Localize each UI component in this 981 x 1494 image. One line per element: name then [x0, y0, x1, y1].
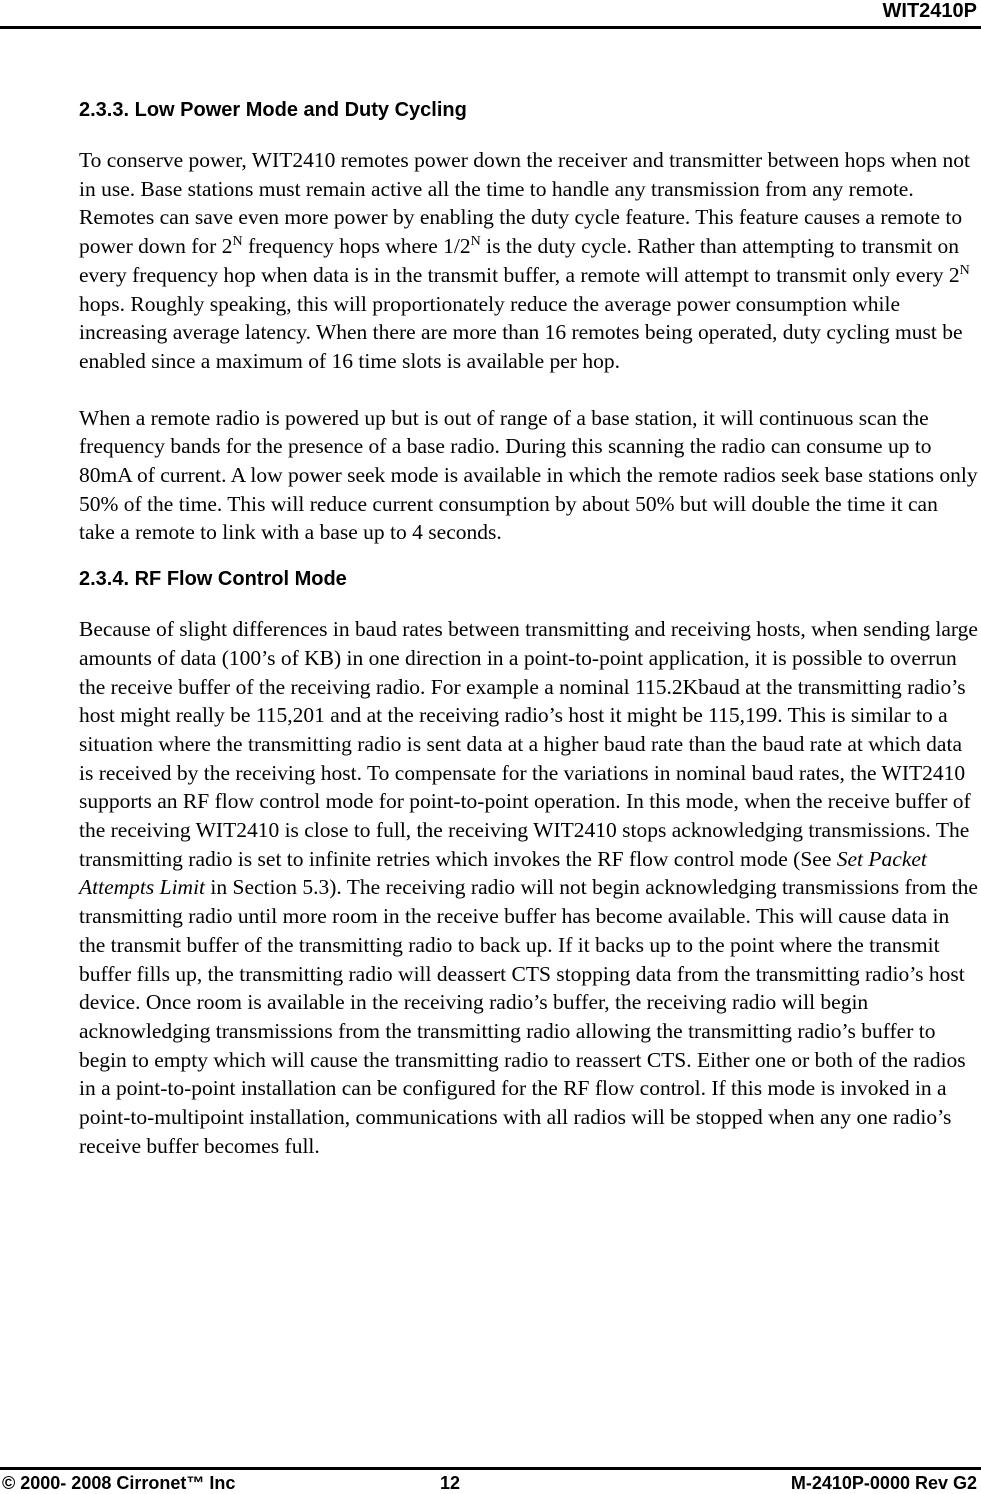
text-span: frequency hops where 1/2 [242, 234, 471, 259]
footer-rule [0, 1467, 981, 1470]
text-span: Because of slight differences in baud rates between transmitting and receiving hosts, when sending large amounts of data (100’s of KB) in one direction in a point-to-point application, it is possible to overrun the receive buffer of the receiving radio. For example a nominal 115.2Kbaud at the transmitting radio’s host might really be 115,201 and at the receiving radio’s host it might be 115,199. This is similar to a situation where the transmitting radio is sent data at a higher baud rate than the baud rate at which data is received by the receiving host. To compensate for the variations in nominal baud rates, the WIT2410 supports an RF flow control mode for point-to-point operation. In this mode, when the receive buffer of the receiving WIT2410 is close to full, the receiving WIT2410 stops acknowledging transmissions. The transmitting radio is set to infinite retries which invokes the RF flow control mode (See [79, 617, 978, 871]
header-title: WIT2410P [882, 0, 977, 22]
italic-reference: Set Packet Attempts Limit [79, 846, 927, 900]
paragraph-rf-flow-control [79, 615, 978, 1160]
superscript: N [232, 234, 243, 250]
footer-copyright: © 2000- 2008 Cirronet™ Inc [2, 1473, 236, 1493]
section-heading-low-power: 2.3.3. Low Power Mode and Duty Cycling [79, 99, 467, 121]
paragraph-duty-cycle [79, 146, 978, 376]
superscript: N [470, 234, 481, 250]
text-span: hops. Roughly speaking, this will proportionately reduce the average power consumption while increasing average latency. When there are more than 16 remotes being operated, duty cycling must be enabled since a maximum of 16 time slots is available per hop. [79, 291, 963, 373]
text-span: in Section 5.3). The receiving radio will not begin acknowledging transmissions from the transmitting radio until more room in the receive buffer has become available. This will cause data in the transmit buffer of the transmitting radio to back up. If it backs up to the point where the transmit buffer fills up, the transmitting radio will deassert CTS stopping data from the transmitting radio’s host device. Once room is available in the receiving radio’s buffer, the receiving radio will begin acknowledging transmissions from the transmitting radio allowing the transmitting radio’s buffer to begin to empty which will cause the transmitting radio to reassert CTS. Either one or both of the radios in a point-to-point installation can be configured for the RF flow control. If this mode is invoked in a point-to-multipoint installation, communications with all radios will be stopped when any one radio’s receive buffer becomes full. [79, 875, 978, 1158]
footer [0, 1473, 981, 1493]
superscript: N [959, 262, 970, 278]
paragraph-gap [79, 376, 978, 404]
paragraph-low-power-seek: When a remote radio is powered up but is out of range of a base station, it will continuous scan the frequency bands for the presence of a base radio. During this scanning the radio can consume up to 80mA of current. A low power seek mode is available in which the remote radios seek base stations only 50% of the time. This will reduce current consumption by about 50% but will double the time it can take a remote to link with a base up to 4 seconds. [79, 405, 978, 545]
page-content [79, 96, 978, 1161]
footer-page-number: 12 [440, 1473, 461, 1493]
text-span: To conserve power, WIT2410 remotes power down the receiver and transmitter between hops when not in use. Base stations must remain active all the time to handle any transmission from any remote. Remotes can save even more power by enabling the duty cycle feature. This feature causes a remote to power down for 2 [79, 148, 970, 259]
text-span: is the duty cycle. Rather than attempting to transmit on every frequency hop when data is in the transmit buffer, a remote will attempt to transmit only every 2 [79, 234, 960, 287]
footer-doc-id: M-2410P-0000 Rev G2 [790, 1473, 977, 1493]
section-heading-rf-flow: 2.3.4. RF Flow Control Mode [79, 568, 347, 591]
header-rule [0, 26, 981, 29]
